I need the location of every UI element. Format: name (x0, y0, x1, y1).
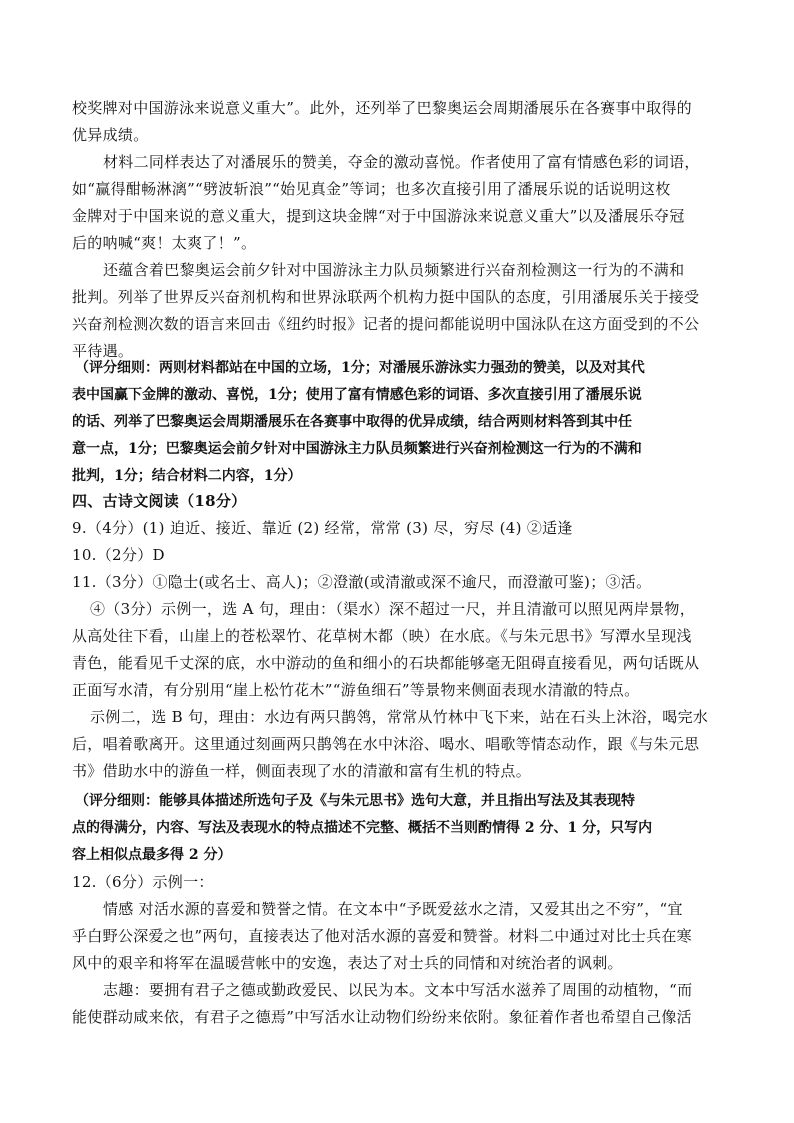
scoring-note-line: 点的得满分，内容、写法及表现水的特点描述不完整、概括不当则酌情得 2 分、1 分，只写内 (72, 820, 653, 836)
text-line: 如“赢得酣畅淋漓”“劈波斩浪”“始见真金”等词；也多次直接引用了潘展乐说的话说明这枚 (72, 180, 671, 198)
scoring-note-line: 意一点，1分；巴黎奥运会前夕针对中国游泳主力队员频繁进行兴奋剂检测这一行为的不满和 (72, 441, 642, 457)
text-line: 批判。列举了世界反兴奋剂机构和世界泳联两个机构力挺中国队的态度，引用潘展乐关于接受 (72, 288, 700, 306)
text-line: 从高处往下看，山崖上的苍松翠竹、花草树木都（映）在水底。《与朱元思书》写潭水呈现浅 (72, 627, 692, 645)
scoring-note-line: 表中国赢下金牌的激动、喜悦，1分；使用了富有情感色彩的词语、多次直接引用了潘展乐说 (72, 387, 642, 403)
text-line: 还蕴含着巴黎奥运会前夕针对中国游泳主力队员频繁进行兴奋剂检测这一行为的不满和 (103, 261, 685, 279)
text-line: 兴奋剂检测次数的语言来回击《纽约时报》记者的提问都能说明中国泳队在这方面受到的不公 (72, 315, 700, 333)
text-line: 金牌对于中国来说的意义重大，提到这块金牌“对于中国游泳来说意义重大”以及潘展乐夺冠 (72, 207, 685, 225)
text-line: 情感 对活水源的喜爱和赞誉之情。在文本中“予既爱兹水之清，又爱其出之不穷”，“宜 (103, 900, 683, 918)
text-line: 示例二，选 B 句，理由：水边有两只鹊鸰，常常从竹林中飞下来，站在石头上沐浴，喝完水 (90, 708, 709, 726)
answer-line: 11.（3分）①隐士(或名士、高人)；②澄澈(或清澈或深不逾尺，而澄澈可鉴)；③活。 (72, 573, 652, 591)
text-line: 风中的艰辛和将军在温暖营帐中的安逸，表达了对士兵的同情和对统治者的讽刺。 (72, 954, 623, 972)
text-line: ④（3分）示例一，选 A 句，理由：（渠水）深不超过一尺，并且清澈可以照见两岸景物， (90, 600, 696, 618)
answer-line: 12.（6分）示例一： (72, 873, 214, 891)
text-line: 正面写水清，有分别用“崖上松竹花木”“游鱼细石”等景物来侧面表现水清澈的特点。 (72, 681, 640, 699)
answer-line: 9.（4分）(1) 迫近、接近、靠近 (2) 经常，常常 (3) 尽，穷尽 (4) ②适逢 (72, 519, 573, 537)
text-line: 校奖牌对中国游泳来说意义重大”。此外，还列举了巴黎奥运会周期潘展乐在各赛事中取得的 (72, 99, 692, 117)
text-line: 平待遇。 (72, 342, 134, 360)
text-line: 志趣：要拥有君子之德或勤政爱民、以民为本。文本中写活水滋养了周围的动植物，“而 (103, 981, 693, 999)
scoring-note-line: （评分细则：能够具体描述所选句子及《与朱元思书》选句大意，并且指出写法及其表现特 (75, 793, 635, 809)
answer-line: 10.（2分）D (72, 546, 165, 564)
text-line: 后的呐喊“爽！太爽了！”。 (72, 234, 257, 252)
scoring-note-line: （评分细则：两则材料都站在中国的立场，1分；对潘展乐游泳实力强劲的赞美，以及对其代 (75, 360, 645, 376)
text-line: 材料二同样表达了对潘展乐的赞美，夺金的激动喜悦。作者使用了富有情感色彩的词语， (103, 153, 700, 171)
scoring-note-line: 的话、列举了巴黎奥运会周期潘展乐在各赛事中取得的优异成绩，结合两则材料答到其中任 (72, 414, 632, 430)
text-line: 青色，能看见千丈深的底，水中游动的鱼和细小的石块都能够毫无阻碍直接看见，两句话既从 (72, 654, 700, 672)
text-line: 书》借助水中的游鱼一样，侧面表现了水的清澈和富有生机的特点。 (72, 762, 532, 780)
scoring-note-line: 容上相似点最多得 2 分） (72, 847, 232, 863)
text-line: 后，唱着歌离开。这里通过刻画两只鹊鸰在水中沐浴、喝水、唱歌等情态动作，跟《与朱元思 (72, 735, 700, 753)
text-line: 能使群动咸来依，有君子之德焉”中写活水让动物们纷纷来依附。象征着作者也希望自己像活 (72, 1008, 692, 1026)
text-line: 乎白野公深爱之也”两句，直接表达了他对活水源的喜爱和赞誉。材料二中通过对比士兵在寒 (72, 927, 692, 945)
section-heading: 四、古诗文阅读（18分） (72, 492, 247, 510)
text-line: 优异成绩。 (72, 126, 149, 144)
scoring-note-line: 批判，1分；结合材料二内容，1分） (72, 468, 302, 484)
